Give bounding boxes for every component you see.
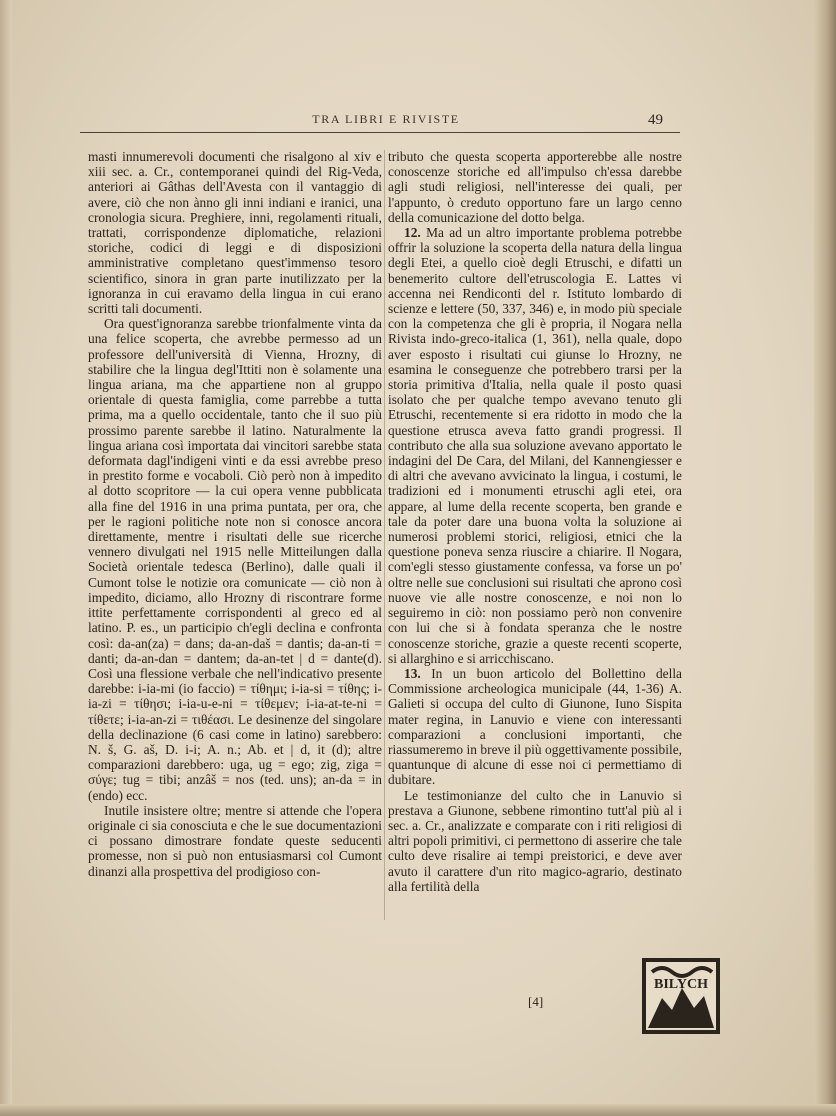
- header-rule: [80, 132, 680, 133]
- page-number: 49: [648, 112, 663, 128]
- right-paragraph-3-text: In un buon articolo del Bollettino della Commissione archeologica municipale (44, 1-36) A. Galieti si occupa del culto di Giunone, Iuno Sispita mater regina, in Lanuvio e viene con interessanti comparazioni a conclusioni importanti, che riassumeremo in breve il più oggettivamente possibile, quantunque di alcune di esse noi ci permettiamo di dubitare.: [388, 665, 682, 788]
- column-divider: [384, 150, 385, 920]
- section-number-12: 12.: [404, 225, 421, 241]
- section-number-13: 13.: [404, 665, 421, 681]
- page-left-edge: [0, 0, 12, 1116]
- right-column: [388, 149, 682, 894]
- running-head: TRA LIBRI E RIVISTE: [312, 112, 460, 126]
- right-paragraph-2: [388, 225, 682, 666]
- right-paragraph-4: Le testimonianze del culto che in Lanuvio si prestava a Giunone, sebbene rimontino tutt'al più al i sec. a. Cr., analizzate e comparate con i riti religiosi di altri popoli primitivi, ci permettono di asserire che tale culto deve risalire ai tempi preistorici, e deve aver avuto il carattere d'un rito magico-agrario, destinato alla fertilità della: [388, 787, 682, 894]
- page-bottom-edge: [0, 1104, 836, 1116]
- printer-mark-icon: [642, 958, 720, 1034]
- page-right-edge: [814, 0, 836, 1116]
- printer-mark-text: BILYCH: [654, 977, 708, 992]
- left-paragraph-1: masti innumerevoli documenti che risalgono al xiv e xiii sec. a. Cr., contemporanei quindi del Rig-Veda, anteriori ai Gâthas dell'Avesta con il vantaggio di avere, ciò che non ànno gli inni indiani e iranici, una cronologia sicura. Preghiere, inni, regolamenti rituali, trattati, corrispondenze diplomatiche, relazioni storiche, codici di leggi e di disposizioni amministrative completano quest'immenso tesoro scientifico, sinora in gran parte inutilizzato per la ignoranza in cui eravamo della lingua in cui erano scritti tali documenti.: [88, 149, 382, 317]
- right-paragraph-3: [388, 666, 682, 788]
- left-paragraph-3: Inutile insistere oltre; mentre si attende che l'opera originale ci sia conosciuta e che le sue documentazioni ci possano dimostrare fondate queste seducenti promesse, non si può non entusiasmarsi col Cumont dinanzi alla prospettiva del prodigioso con-: [88, 802, 382, 879]
- right-paragraph-2-text: Ma ad un altro importante problema potrebbe offrir la soluzione la scoperta della natura della lingua degli Etei, a quello cioè degli Etruschi, e difatti un benemerito cultore dell'etruscologia E. Lattes vi accenna nei Rendiconti del r. Istituto lombardo di scienze e lettere (50, 337, 346) e, in modo più speciale con la competenza che gli è propria, il Nogara nella Rivista indo-greco-italica (1, 361), nella quale, dopo aver esposto i risultati cui giunse lo Hrozny, ne esamina le conseguenze che potrebbero trarsi per la storia primitiva d'Italia, nella quale il posto quasi isolato che per qualche tempo avevano tenuto gli Etruschi, recentemente si era ridotto in modo che la questione etrusca aveva fatto grandi progressi. Il contributo che alla sua soluzione avevano apportato le indagini del De Cara, del Milani, del Kannengiesser e di altri che avevano avvicinato la lingua, i costumi, le tradizioni ed i monumenti etruschi agli etei, ora appare, al lume della recente scoperta, ben grande e tale da poter dare una buona volta la soluzione ai numerosi problemi storici, religiosi, etnici che la questione poneva senza riuscire a chiarire. Il Nogara, com'egli stesso giustamente confessa, va forse un po' oltre nelle sue conclusioni sui risultati che aprono così nuove vie alle nostre conoscenze, e noi non lo seguiremo in ciò: non possiamo però non convenire con lui che si à fondata speranza che le nostre conoscenze storiche, grazie a queste recenti scoperte, si allarghino e si arricchiscano.: [388, 225, 682, 666]
- right-paragraph-1: tributo che questa scoperta apporterebbe alle nostre conoscenze storiche ed all'impulso ch'essa darebbe agli studi religiosi, nell'interesse dei quali, per l'appunto, ò creduto opportuno fare un largo cenno della comunicazione del dotto belga.: [388, 149, 682, 225]
- left-column: [88, 149, 382, 879]
- signature-mark: [4]: [528, 994, 544, 1009]
- left-paragraph-2: Ora quest'ignoranza sarebbe trionfalmente vinta da una felice scoperta, che avrebbe permesso ad un professore dell'università di Vienna, Hrozny, di stabilire che la lingua degl'Ittiti non è solamente una lingua ariana, ma che appartiene non al gruppo orientale di questa famiglia, come parrebbe a tutta prima, ma a quello occidentale, tanto che il suo più prossimo parente sarebbe il latino. Naturalmente la lingua ariana così importata dai vincitori sarebbe stata deformata dagl'indigeni vinti e da essi avrebbe preso in prestito forme e vocaboli. Ciò però non à impedito al dotto scopritore — la cui opera venne pubblicata alla fine del 1916 in una prima puntata, per ora, che per le ragioni politiche note non si conosce ancora direttamente, mentre i risultati delle sue ricerche vennero divulgati nel 1915 nelle Mitteilungen dalla Società orientale tedesca (Berlino), dalle quali il Cumont tolse le notizie ora comunicate — ciò non à impedito, diciamo, allo Hrozny di riscontrare forme ittite perfettamente corrispondenti al greco ed al latino. P. es., un participio ch'egli declina e confronta così: da-an(za) = dans; da-an-daš = dantis; da-an-ti = danti; da-an-dan = dantem; da-an-tet | d = dante(d). Così una flessione verbale che nell'indicativo presente darebbe: i-ia-mi (io faccio) = τίθημι; i-ia-si = τίθης; i-ia-zi = τίθησι; i-ia-u-e-ni = τίθεμεν; i-ia-at-te-ni = τίθετε; i-ia-an-zi = τιθέασι. Le desinenze del singolare della declinazione (6 casi come in latino) sarebbero: N. š, G. aš, D. i-i; A. n.; Ab. et | d, it (d); altre comparazioni darebbero: uga, ug = ego; zig, ziga = σύγε; tug = tibi; anzâš = nos (ted. uns); an-da = in (endo) ecc.: [88, 316, 382, 803]
